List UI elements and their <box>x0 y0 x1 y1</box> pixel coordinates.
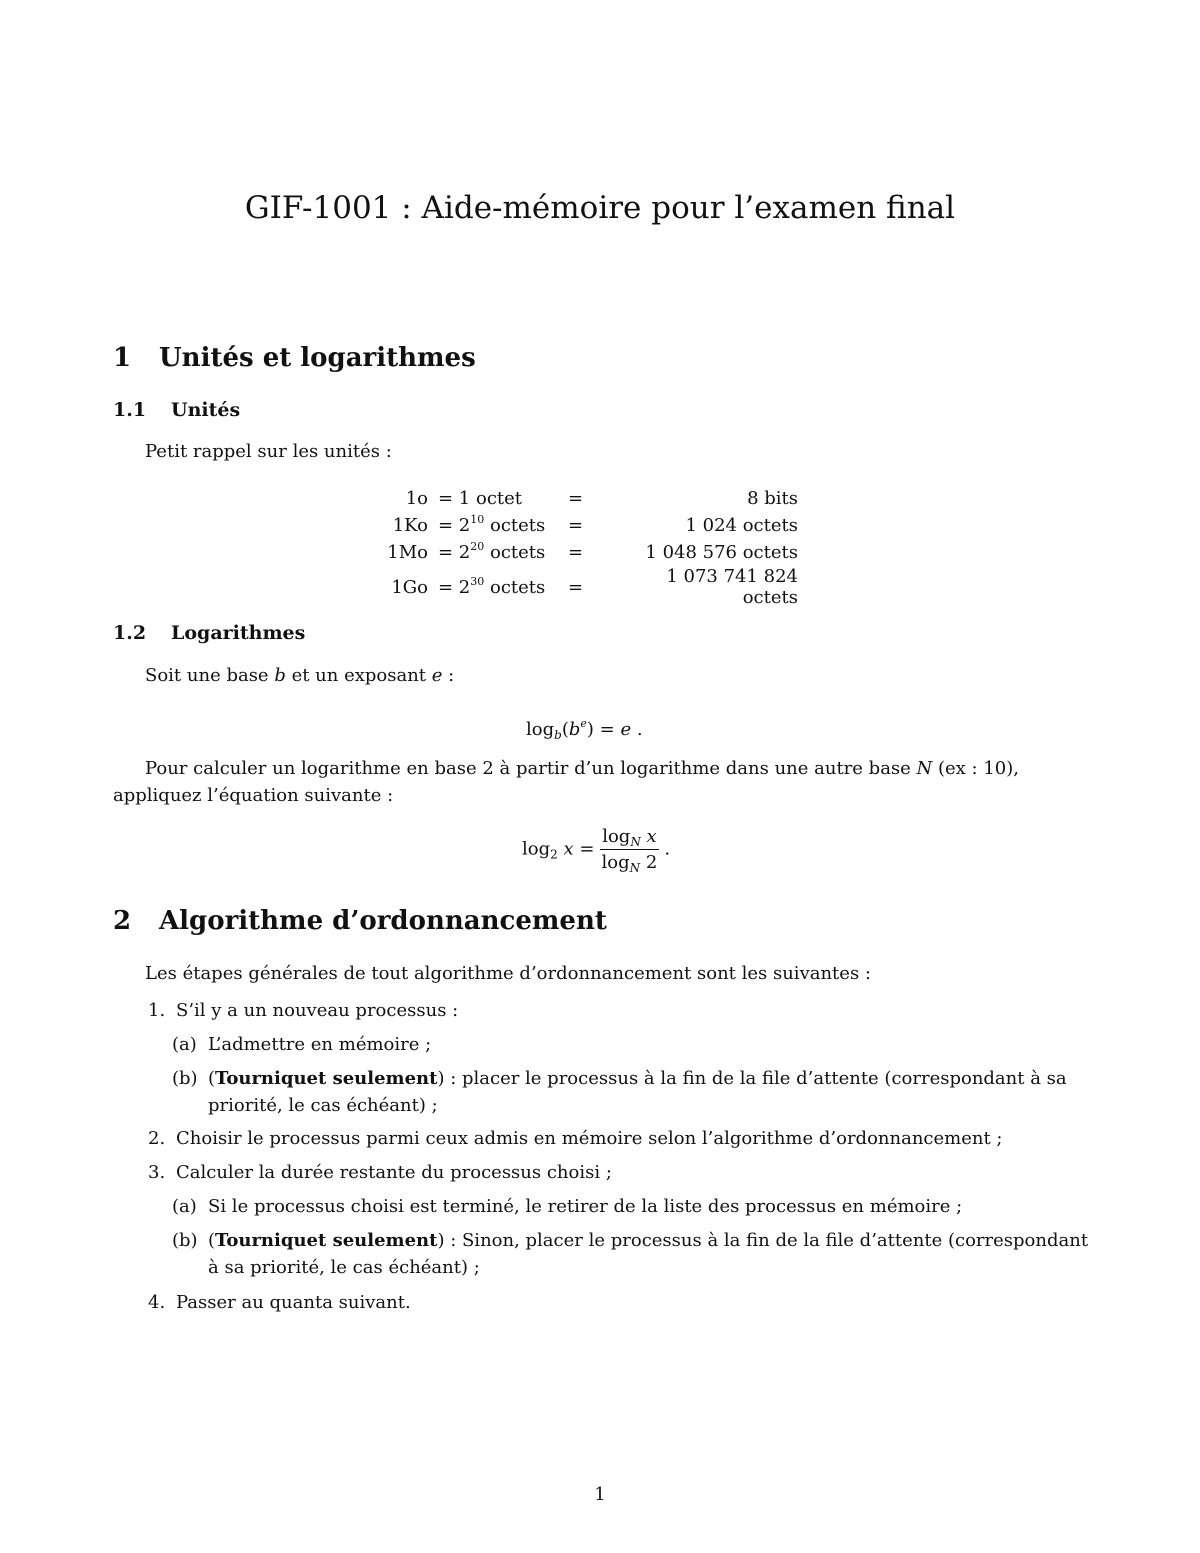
subsection-number: 1.2 <box>113 622 147 644</box>
log-intro <box>145 665 454 686</box>
unit-cell: 1Mo <box>387 542 428 563</box>
text-run: Soit une base <box>145 665 275 686</box>
unit-cell: 1o <box>405 488 428 509</box>
list-label: 3. <box>148 1162 166 1183</box>
value-cell: 1 024 octets <box>685 515 798 536</box>
list-label: 4. <box>148 1292 166 1313</box>
list-text: Calculer la durée restante du processus choisi ; <box>176 1162 612 1183</box>
units-table <box>378 485 798 608</box>
text-run: et un exposant <box>285 665 432 686</box>
list-text: Choisir le processus parmi ceux admis en mémoire selon l’algorithme d’ordonnancement ; <box>176 1128 1003 1149</box>
section-number: 1 <box>113 343 132 373</box>
list-label: 1. <box>148 1000 166 1021</box>
list-item <box>148 1162 612 1183</box>
eq-cell: = <box>568 542 584 563</box>
bold-text: Tourniquet seulement <box>215 1068 438 1089</box>
list-item: (b) (Tourniquet seulement) : placer le processus à la fin de la file d’attente (correspondant à sa <box>172 1068 1067 1089</box>
equiv-cell: = 1 octet <box>438 488 523 509</box>
unit-cell: 1Ko <box>392 515 428 536</box>
list-text: : Sinon, placer le processus à la fin de la file d’attente (correspondant <box>444 1230 1089 1251</box>
section-title: Algorithme d’ordonnancement <box>159 906 607 936</box>
log-identity-equation: $\log_b(b^e) = e$ . <box>526 717 643 742</box>
exponent: 20 <box>470 540 485 553</box>
exponent: 10 <box>470 513 485 526</box>
list-item: (b) (Tourniquet seulement) : Sinon, placer le processus à la fin de la file d’attente (correspondant <box>172 1230 1089 1251</box>
equiv-base: = 2 <box>438 542 471 563</box>
list-item-continuation: priorité, le cas échéant) ; <box>208 1095 438 1116</box>
math-var: b <box>274 665 286 686</box>
list-text: Passer au quanta suivant. <box>176 1292 411 1313</box>
equiv-base: = 2 <box>438 576 471 598</box>
eq-cell: = <box>568 576 584 598</box>
log-conversion-paragraph-line2: appliquez l’équation suivante : <box>113 785 394 806</box>
list-label: (b) <box>172 1230 198 1251</box>
text-run: : <box>442 665 455 686</box>
list-item-continuation: à sa priorité, le cas échéant) ; <box>208 1257 480 1278</box>
subsection-number: 1.1 <box>113 399 147 421</box>
document-title: GIF-1001 : Aide-mémoire pour l’examen final <box>244 190 956 226</box>
list-item <box>172 1196 962 1217</box>
exponent: 30 <box>470 574 485 588</box>
equiv-cell <box>438 512 568 539</box>
subsection-title: Unités <box>171 399 241 421</box>
equiv-base: = 2 <box>438 515 471 536</box>
section-2-heading <box>113 906 607 936</box>
page-number: 1 <box>594 1484 606 1505</box>
math-var: N <box>916 758 933 779</box>
list-text: : placer le processus à la fin de la file d’attente (correspondant à sa <box>444 1068 1067 1089</box>
list-item <box>148 1128 1002 1149</box>
equiv-cell <box>438 566 568 608</box>
equiv-suffix: octets <box>484 576 546 598</box>
list-item <box>148 1292 411 1313</box>
unit-cell: 1Go <box>391 576 428 598</box>
scheduling-intro: Les étapes générales de tout algorithme d’ordonnancement sont les suivantes : <box>145 963 871 984</box>
list-label: (a) <box>172 1034 197 1055</box>
eq-cell: = <box>568 515 584 536</box>
equiv-suffix: octets <box>484 515 546 536</box>
eq-cell: = <box>568 488 584 509</box>
table-row <box>378 539 798 566</box>
equiv-suffix: octets <box>484 542 546 563</box>
log-conversion-paragraph <box>145 758 1019 779</box>
list-label: (a) <box>172 1196 197 1217</box>
text-run: (ex : 10), <box>932 758 1019 779</box>
list-label: 2. <box>148 1128 166 1149</box>
fraction: $\frac{\log_N x}{\log_N 2}$ <box>601 826 658 875</box>
table-row <box>378 485 798 512</box>
text-run: Pour calculer un logarithme en base 2 à partir d’un logarithme dans une autre base <box>145 758 917 779</box>
list-text: L’admettre en mémoire ; <box>208 1034 432 1055</box>
subsection-title: Logarithmes <box>171 622 306 644</box>
value-cell: 1 073 741 824 octets <box>666 566 798 608</box>
table-row <box>378 512 798 539</box>
list-text: Si le processus choisi est terminé, le retirer de la liste des processus en mémoire ; <box>208 1196 963 1217</box>
list-label: (b) <box>172 1068 198 1089</box>
section-1-heading <box>113 343 476 373</box>
bold-text: Tourniquet seulement <box>215 1230 438 1251</box>
list-item <box>172 1034 431 1055</box>
list-text: S’il y a un nouveau processus : <box>176 1000 459 1021</box>
value-cell: 8 bits <box>747 488 798 509</box>
section-number: 2 <box>113 906 132 936</box>
list-item <box>148 1000 458 1021</box>
log-conversion-equation: $\log_2 x$ = $\frac{\log_N x}{\log_N 2}$ . <box>522 826 671 875</box>
value-cell: 1 048 576 octets <box>645 542 798 563</box>
table-row <box>378 566 798 608</box>
subsection-1-1-heading <box>113 399 240 421</box>
section-title: Unités et logarithmes <box>159 343 476 373</box>
equiv-cell <box>438 539 568 566</box>
units-intro: Petit rappel sur les unités : <box>145 441 392 462</box>
math-var: e <box>431 665 443 686</box>
subsection-1-2-heading <box>113 622 305 644</box>
